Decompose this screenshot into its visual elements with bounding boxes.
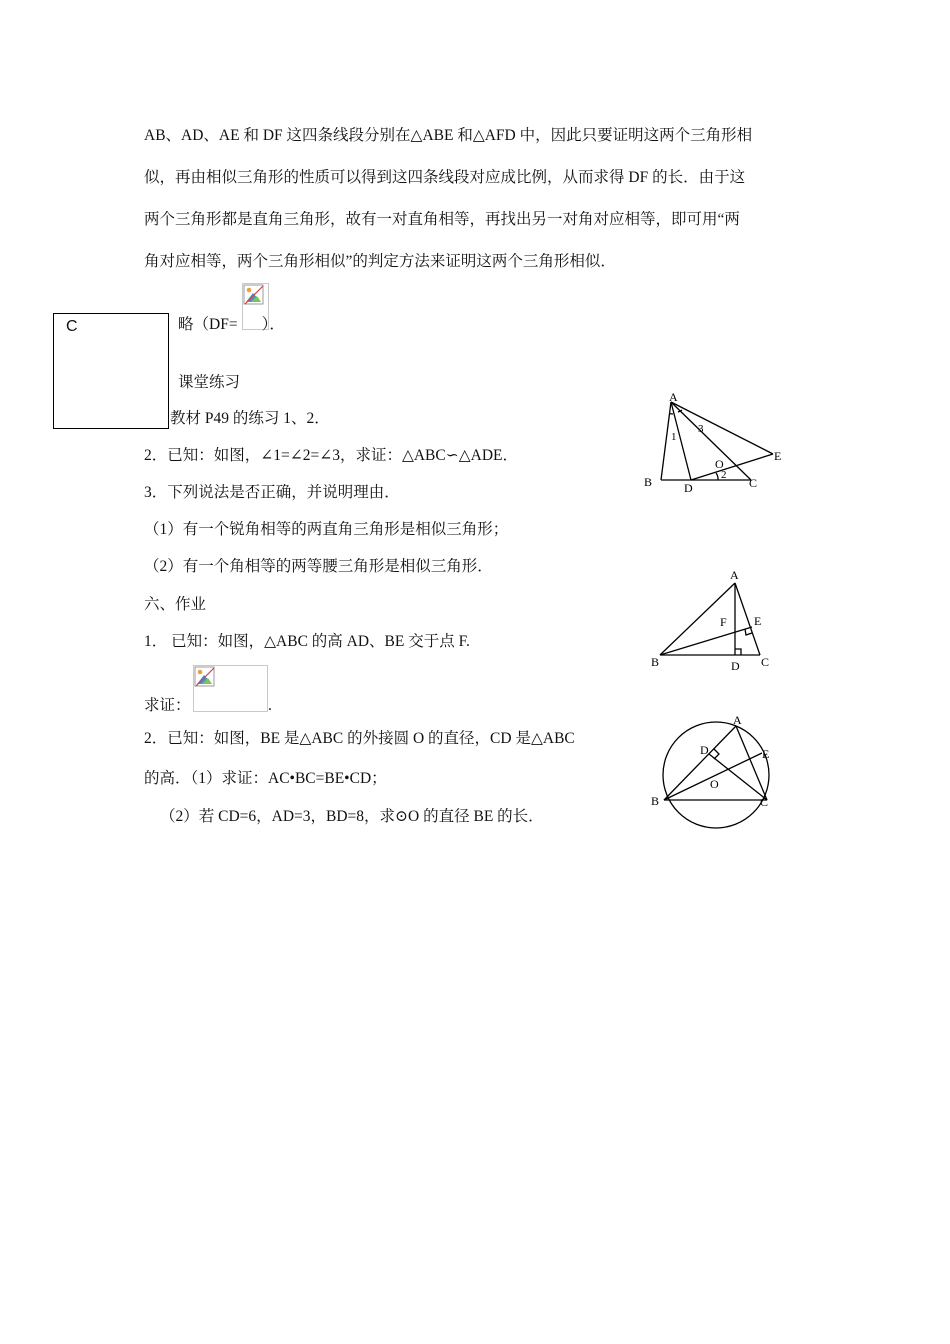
fig3-label-a: A <box>733 713 742 727</box>
figure-circumcircle-abc <box>648 710 780 832</box>
figure-altitudes-abc <box>648 565 778 675</box>
fig3-label-d: D <box>700 743 709 757</box>
fig1-label-angle-2: 2 <box>721 469 727 481</box>
broken-image-icon <box>194 666 216 688</box>
fig1-label-angle-1: 1 <box>671 431 677 443</box>
fig3-segment-ab <box>664 726 736 800</box>
fig3-right-angle-d <box>714 749 719 759</box>
fig3-label-c: C <box>760 795 769 809</box>
fig1-segment-ae <box>671 402 773 454</box>
side-box <box>53 313 169 429</box>
fig2-label-a: A <box>730 568 739 582</box>
broken-image-icon <box>243 284 265 306</box>
side-box-label: C <box>66 318 78 335</box>
fig2-right-angle-d <box>735 649 741 655</box>
practice-item-2: 2．已知：如图，∠1=∠2=∠3，求证：△ABC∽△ADE． <box>144 447 518 464</box>
answer-prefix: 略（DF= <box>178 316 238 333</box>
fig1-label-c: C <box>749 476 758 490</box>
fig3-label-e: E <box>762 747 770 761</box>
fig1-label-angle-3: 3 <box>698 423 704 435</box>
analysis-line-1: AB、AD、AE 和 DF 这四条线段分别在△ABE 和△AFD 中，因此只要证明这两个三角形相 <box>144 127 753 144</box>
fig2-label-d: D <box>731 659 740 673</box>
practice-item-1: 教材 P49 的练习 1、2． <box>170 410 330 427</box>
fig2-label-f: F <box>720 615 727 629</box>
fig1-label-o: O <box>715 457 724 471</box>
practice-item-3a: （1）有一个锐角相等的两直角三角形是相似三角形； <box>144 521 509 538</box>
fig1-label-d: D <box>684 481 693 495</box>
fig2-label-b: B <box>651 655 660 669</box>
homework-item-2: 2．已知：如图，BE 是△ABC 的外接圆 O 的直径，CD 是△ABC <box>144 730 575 747</box>
fig1-label-e: E <box>774 449 782 463</box>
fig1-angle-2-arc <box>716 473 718 480</box>
analysis-line-4: 角对应相等，两个三角形相似”的判定方法来证明这两个三角形相似． <box>144 253 616 270</box>
homework-heading: 六、作业 <box>144 596 207 613</box>
fig1-segment-ac <box>671 402 751 480</box>
practice-heading: 课堂练习 <box>178 374 241 391</box>
fig2-label-e: E <box>754 614 762 628</box>
practice-item-3b: （2）有一个角相等的两等腰三角形是相似三角形． <box>144 558 493 575</box>
fig1-label-a: A <box>669 390 678 404</box>
fig3-label-o: O <box>710 777 719 791</box>
proof-image-placeholder <box>193 665 268 712</box>
figure-triangles-abc-ade <box>636 388 796 496</box>
fig1-segment-de <box>691 454 773 480</box>
homework-item-2c: （2）若 CD=6，AD=3，BD=8，求⊙O 的直径 BE 的长． <box>160 808 544 825</box>
practice-item-3: 3．下列说法是否正确，并说明理由． <box>144 484 400 501</box>
fig3-label-b: B <box>651 794 660 808</box>
analysis-line-3: 两个三角形都是直角三角形，故有一对直角相等，再找出另一对角对应相等，即可用“两 <box>144 211 740 228</box>
fig2-label-c: C <box>761 655 770 669</box>
answer-suffix: ）． <box>261 316 285 333</box>
homework-item-1-prove: 求证： <box>144 697 191 714</box>
analysis-line-2: 似，再由相似三角形的性质可以得到这四条线段对应成比例，从而求得 DF 的长．由于这 <box>144 169 746 186</box>
answer-line <box>178 315 285 335</box>
homework-item-1: 1． 已知：如图，△ABC 的高 AD、BE 交于点 F. <box>144 633 470 650</box>
homework-item-2b: 的高．（1）求证：AC•BC=BE•CD； <box>144 770 387 787</box>
homework-item-1-end: . <box>268 697 272 714</box>
fig1-label-b: B <box>644 475 653 489</box>
answer-gap <box>238 315 262 335</box>
